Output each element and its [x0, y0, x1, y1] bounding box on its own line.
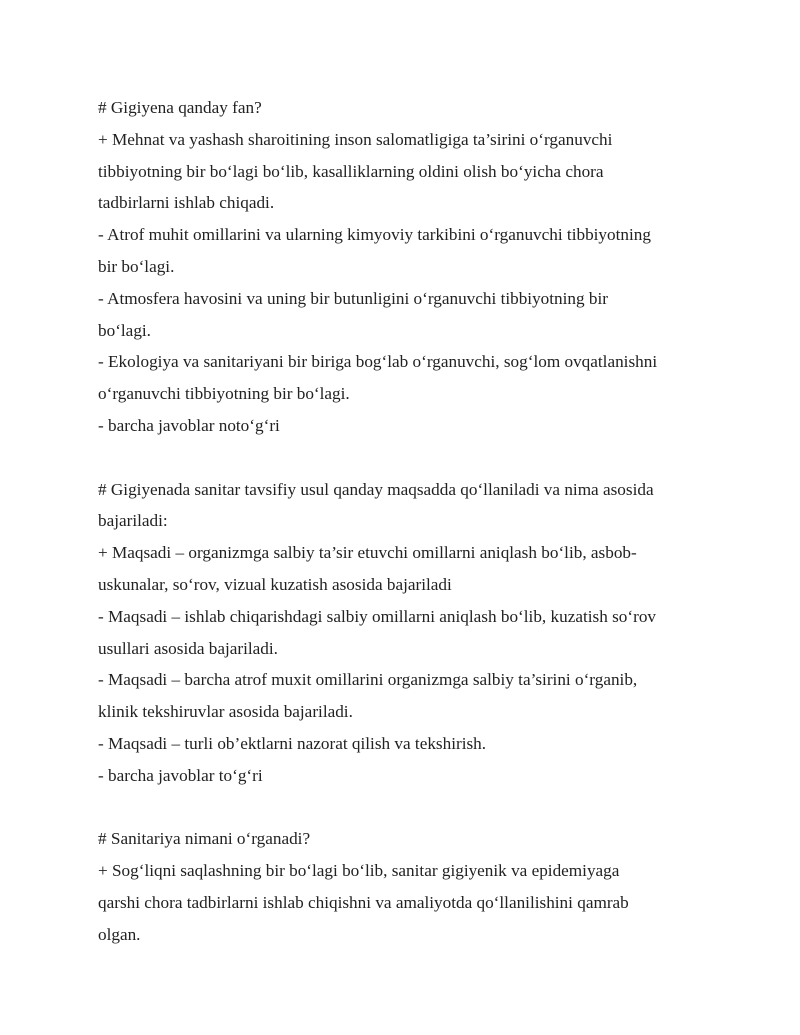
answer-option: - Maqsadi – ishlab chiqarishdagi salbiy omillarni aniqlash bo‘lib, kuzatish so‘rov: [98, 606, 657, 626]
answer-option-continued: o‘rganuvchi tibbiyotning bir bo‘lagi.: [98, 384, 350, 404]
answer-option: - barcha javoblar noto‘g‘ri: [98, 415, 280, 435]
answer-option: - Atrof muhit omillarini va ularning kimyoviy tarkibini o‘rganuvchi tibbiyotning: [98, 225, 651, 245]
answer-option: - Maqsadi – barcha atrof muxit omillarini organizmga salbiy ta’sirini o‘rganib,: [98, 670, 638, 690]
answer-correct: + Maqsadi – organizmga salbiy ta’sir etuvchi omillarni aniqlash bo‘lib, asbob-: [98, 543, 637, 563]
question-heading: # Sanitariya nimani o‘rganadi?: [98, 829, 311, 849]
answer-option: - barcha javoblar to‘g‘ri: [98, 765, 263, 785]
answer-correct-continued: olgan.: [98, 924, 141, 944]
question-block: [98, 92, 708, 442]
answer-correct: + Sog‘liqni saqlashning bir bo‘lagi bo‘lib, sanitar gigiyenik va epidemiyaga: [98, 861, 620, 881]
question-heading: # Gigiyena qanday fan?: [98, 98, 262, 117]
spacer: [98, 792, 708, 824]
question-heading: # Gigiyenada sanitar tavsifiy usul qanday maqsadda qo‘llaniladi va nima asosida: [98, 479, 654, 499]
question-block: [98, 474, 708, 792]
answer-option: - Maqsadi – turli ob’ektlarni nazorat qilish va tekshirish.: [98, 733, 487, 753]
answer-correct-continued: qarshi chora tadbirlarni ishlab chiqishni va amaliyotda qo‘llanilishini qamrab: [98, 892, 629, 912]
document-body: [98, 92, 708, 951]
answer-option: - Ekologiya va sanitariyani bir biriga bog‘lab o‘rganuvchi, sog‘lom ovqatlanishni: [98, 352, 658, 372]
answer-correct-continued: tibbiyotning bir bo‘lagi bo‘lib, kasalliklarning oldini olish bo‘yicha chora: [98, 161, 604, 181]
answer-option-continued: klinik tekshiruvlar asosida bajariladi.: [98, 702, 353, 722]
answer-correct-continued: uskunalar, so‘rov, vizual kuzatish asosida bajariladi: [98, 574, 452, 594]
answer-option: - Atmosfera havosini va uning bir butunligini o‘rganuvchi tibbiyotning bir: [98, 288, 608, 308]
answer-correct: + Mehnat va yashash sharoitining inson salomatligiga ta’sirini o‘rganuvchi: [98, 129, 613, 149]
answer-option-continued: usullari asosida bajariladi.: [98, 638, 278, 658]
question-heading-continued: bajariladi:: [98, 511, 168, 531]
question-block: [98, 823, 708, 950]
answer-option-continued: bo‘lagi.: [98, 320, 151, 340]
answer-correct-continued: tadbirlarni ishlab chiqadi.: [98, 193, 275, 213]
spacer: [98, 442, 708, 474]
answer-option-continued: bir bo‘lagi.: [98, 256, 175, 276]
